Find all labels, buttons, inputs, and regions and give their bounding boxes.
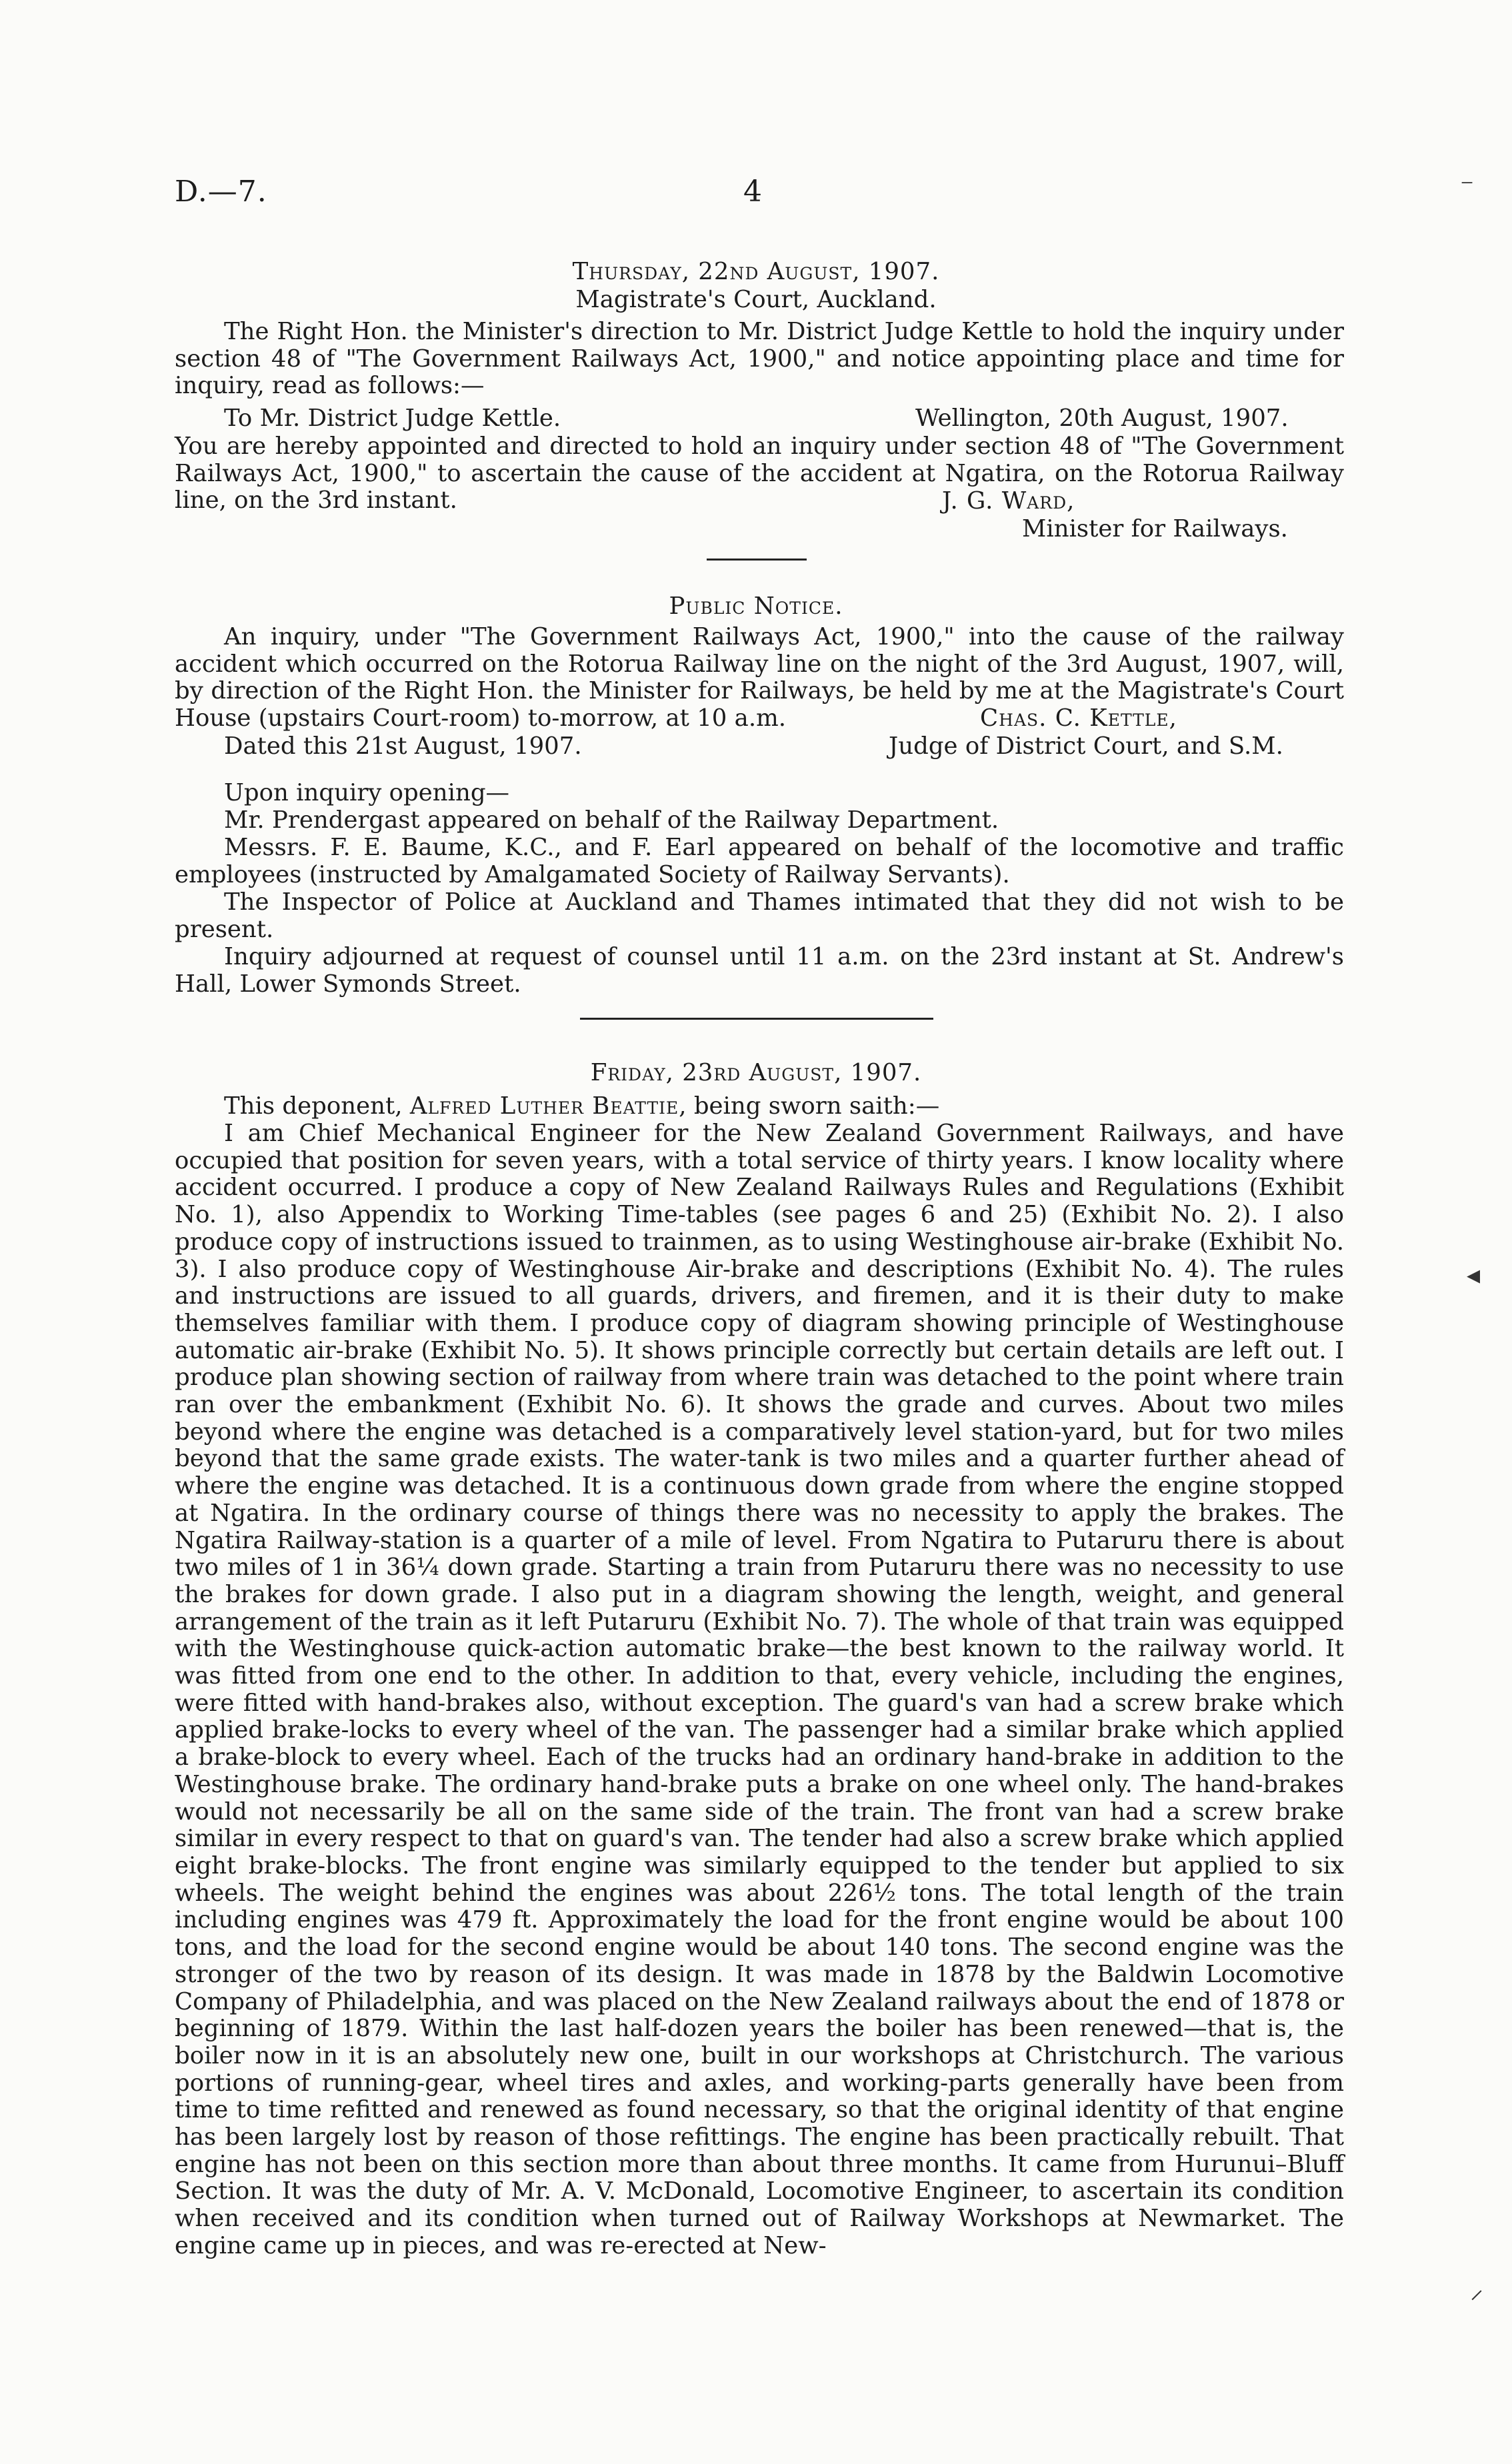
margin-mark: ◂ <box>1467 1260 1481 1290</box>
session1-date-heading: Thursday, 22nd August, 1907. <box>572 258 940 285</box>
deponent-name: Alfred Luther Beattie <box>409 1092 679 1120</box>
public-notice-body: An inquiry, under "The Government Railways Act, 1900," into the cause of the railway accident which occurred on the Rotorua Railway line on the night of the 3rd August, 1907, will, by direction of the Right Hon. the Minister for Railways, be held by me at the Magistrate's Court House (upstairs Court-room) to-morrow, at 10 a.m. <box>175 623 1344 732</box>
proceedings-opening: Upon inquiry opening— <box>224 779 510 806</box>
margin-mark: ⁻ <box>1460 172 1475 203</box>
session1-intro: The Right Hon. the Minister's direction to Mr. District Judge Kettle to hold the inquiry under section 48 of "The Government Railways Act, 1900," and notice appointing place and time for inquiry, read as follows:— <box>175 318 1344 400</box>
document-reference: D.—7. <box>175 175 267 209</box>
notice-signatory-title: Judge of District Court, and S.M. <box>889 732 1283 760</box>
proceedings-appearance-employees: Messrs. F. E. Baume, K.C., and F. Earl appeared on behalf of the locomotive and traffic employees (instructed by Amalgamated Society of Railway Servants). <box>175 834 1344 888</box>
session1-location: Magistrate's Court, Auckland. <box>575 286 937 313</box>
proceedings-appearance-department: Mr. Prendergast appeared on behalf of the Railway Department. <box>224 806 999 834</box>
testimony-body: I am Chief Mechanical Engineer for the New Zealand Government Railways, and have occupied that position for seven years, with a total service of thirty years. I know locality where accident occurred. I produce a copy of New Zealand Railways Rules and Regulations (Exhibit No. 1), also Appendix to Working Time-tables (see pages 6 and 25) (Exhibit No. 2). I also produce copy of instructions issued to trainmen, as to using Westinghouse air-brake (Exhibit No. 3). I also produce copy of Westinghouse Air-brake and descriptions (Exhibit No. 4). The rules and instructions are issued to all guards, drivers, and firemen, and it is their duty to make themselves familiar with them. I produce copy of diagram showing principle of Westinghouse automatic air-brake (Exhibit No. 5). It shows principle correctly but certain details are left out. I produce plan showing section of railway from where train was detached to the point where train ran over the embankment (Exhibit No. 6). It shows the grade and curves. About two miles beyond where the engine was detached is a comparatively level station-yard, but for two miles beyond that the same grade exists. The water-tank is two miles and a quarter further ahead of where the engine was detached. It is a continuous down grade from where the engine stopped at Ngatira. In the ordinary course of things there was no necessity to apply the brakes. The Ngatira Railway-station is a quarter of a mile of level. From Ngatira to Putaruru there is about two miles of 1 in 36¼ down grade. Starting a train from Putaruru there was no necessity to use the brakes for down grade. I also put in a diagram showing the length, weight, and general arrangement of the train as it left Putaruru (Exhibit No. 7). The whole of that train was equipped with the Westinghouse quick-action automatic brake—the best known to the railway world. It was fitted from one end to the other. In addition to that, every vehicle, including the engines, were fitted with hand-brakes also, without exception. The guard's van had a screw brake which applied brake-locks to every wheel of the van. The passenger had a similar brake which applied a brake-block to every wheel. Each of the trucks had an ordinary hand-brake in addition to the Westinghouse brake. The ordinary hand-brake puts a brake on one wheel only. The hand-brakes would not necessarily be all on the same side of the train. The front van had a screw brake similar in every respect to that on guard's van. The tender had also a screw brake which applied eight brake-blocks. The front engine was similarly equipped to the tender but applied to six wheels. The weight behind the engines was about 226½ tons. The total length of the train including engines was 479 ft. Approximately the load for the front engine would be about 100 tons, and the load for the second engine would be about 140 tons. The second engine was the stronger of the two by reason of its design. It was made in 1878 by the Baldwin Locomotive Company of Philadelphia, and was placed on the New Zealand railways about the end of 1878 or beginning of 1879. Within the last half-dozen years the boiler has been renewed—that is, the boiler now in it is an absolutely new one, built in our workshops at Christchurch. The various portions of running-gear, wheel tires and axles, and working-parts generally have been from time to time refitted and renewed as found necessary, so that the original identity of that engine has been largely lost by reason of those refittings. The engine has been practically rebuilt. That engine has not been on this section more than about three months. It came from Hurunui–Bluff Section. It was the duty of Mr. A. V. McDonald, Locomotive Engineer, to ascertain its condition when received and its condition when turned out of Railway Workshops at Newmarket. The engine came up in pieces, and was re-erected at New- <box>175 1120 1344 2259</box>
deponent-line <box>175 1093 1344 1120</box>
proceedings-adjournment: Inquiry adjourned at request of counsel until 11 a.m. on the 23rd instant at St. Andrew's Hall, Lower Symonds Street. <box>175 943 1344 998</box>
letter-signatory: J. G. Ward, <box>942 487 1075 515</box>
letter-addressee: To Mr. District Judge Kettle. <box>224 405 561 432</box>
deponent-lead: This deponent, <box>224 1092 410 1120</box>
notice-signatory: Chas. C. Kettle, <box>980 704 1177 732</box>
letter-place-date: Wellington, 20th August, 1907. <box>915 405 1289 432</box>
letter-signatory-title: Minister for Railways. <box>1022 515 1288 543</box>
section-divider <box>707 559 807 561</box>
notice-dated: Dated this 21st August, 1907. <box>224 732 582 760</box>
public-notice-heading: Public Notice. <box>669 593 843 620</box>
deponent-tail: , being sworn saith:— <box>679 1092 940 1120</box>
page-number: 4 <box>743 175 763 209</box>
section-divider <box>580 1018 933 1020</box>
session2-date-heading: Friday, 23rd August, 1907. <box>590 1059 922 1086</box>
proceedings-police: The Inspector of Police at Auckland and Thames intimated that they did not wish to be present. <box>175 888 1344 943</box>
margin-mark: ⸝ <box>1470 2274 1483 2305</box>
letter-body: You are hereby appointed and directed to hold an inquiry under section 48 of "The Government Railways Act, 1900," to ascertain the cause of the accident at Ngatira, on the Rotorua Railway line, on the 3rd instant. <box>175 433 1344 515</box>
